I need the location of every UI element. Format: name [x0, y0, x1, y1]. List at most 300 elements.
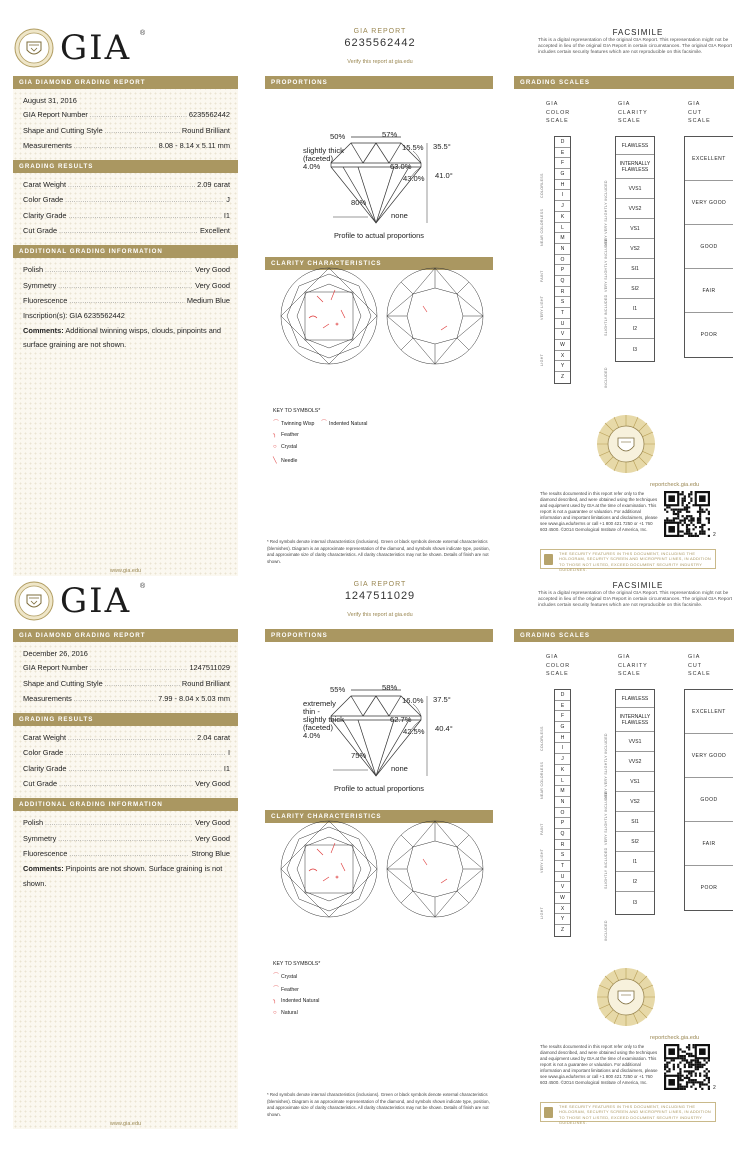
facsimile-notice — [538, 581, 738, 610]
grading-scales-panel — [514, 76, 734, 576]
clarity-group-label: SLIGHTLY INCLUDED — [604, 294, 608, 336]
field-value: Round Brilliant — [181, 678, 230, 688]
color-grade-cell: T — [555, 308, 570, 319]
facsimile-notice — [538, 28, 738, 57]
grading-report-panel — [13, 629, 238, 1129]
field-label: Color Grade — [23, 195, 64, 205]
field-value: 1247511029 — [189, 663, 230, 673]
field-row — [23, 692, 230, 707]
clarity-grade-cell: SI2 — [616, 832, 654, 852]
report-date: August 31, 2016 — [23, 96, 77, 105]
field-label: Carat Weight — [23, 733, 66, 743]
cut-grade-cell: FAIR — [685, 269, 733, 313]
field-value: 7.99 - 8.04 x 5.03 mm — [158, 693, 230, 703]
lower-half-length: 75% — [351, 751, 367, 760]
crown-height: 16.0% — [402, 696, 424, 705]
clarity-group-label: VERY VERY SLIGHTLY INCLUDED — [604, 180, 608, 246]
clarity-group-label: VERY SLIGHTLY INCLUDED — [604, 791, 608, 845]
pavilion-angle: 40.4° — [435, 724, 453, 733]
key-item — [273, 431, 299, 438]
proportions-diagram — [265, 89, 493, 257]
gia-logo — [14, 575, 244, 635]
logo-text: GIA — [60, 581, 132, 621]
color-grade-cell: I — [555, 743, 570, 754]
key-item — [321, 418, 367, 427]
color-scale-heading: GIA COLOR SCALE — [546, 654, 571, 677]
field-row — [23, 746, 230, 761]
color-grade-cell: Y — [555, 361, 570, 372]
clarity-grade-cell: I3 — [632, 900, 638, 906]
field-row — [23, 816, 230, 831]
clarity-group-label: VERY VERY SLIGHTLY INCLUDED — [604, 733, 608, 799]
color-grade-cell: E — [555, 148, 570, 159]
leader-dots — [45, 816, 193, 831]
field-value: Very Good — [195, 280, 230, 290]
clarity-grade-cell: FLAWLESS — [616, 690, 654, 708]
qr-code-icon[interactable] — [664, 491, 710, 537]
field-value: 8.08 - 8.14 x 5.11 mm — [158, 140, 230, 150]
cut-scale — [684, 689, 733, 911]
pavilion-depth: 42.5% — [403, 727, 425, 736]
field-value: I1 — [223, 210, 230, 220]
facsimile-title: FACSIMILE — [612, 28, 664, 37]
section-title: GRADING RESULTS — [13, 160, 238, 173]
legal-disclaimer: The results documented in this report refer only to the diamond described, and were obtained using the techniques and equipment used by GIA at the time of examination. This report is not a guarantee or valuation. For additional information and important limitations and disclaimers, please see www.gia.edu/terms or call +1 800 421 7250 or +1 760 603 4500. ©2014 Gemological Institute of America, Inc. — [540, 491, 658, 532]
color-grade-cell: K — [555, 212, 570, 223]
report-label: GIA REPORT — [353, 28, 407, 35]
color-group-label: NEAR COLORLESS — [540, 208, 544, 246]
field-row — [23, 731, 230, 746]
qr-code-icon[interactable] — [664, 1044, 710, 1090]
lower-half-length: 80% — [351, 198, 367, 207]
security-notice — [540, 549, 716, 572]
field-row — [23, 832, 230, 847]
cut-grade-cell: EXCELLENT — [685, 137, 733, 181]
field-label: Cut Grade — [23, 226, 58, 236]
field-label: Color Grade — [23, 748, 64, 758]
color-grade-cell: U — [555, 319, 570, 330]
clarity-grade-cell: I2 — [616, 319, 654, 339]
clarity-scale — [615, 689, 655, 915]
color-grade-cell: D — [555, 690, 570, 701]
clarity-grade-cell: VVS2 — [616, 199, 654, 219]
field-value: Very Good — [195, 818, 230, 828]
clarity-grade-cell: VVS2 — [616, 752, 654, 772]
field-row — [23, 661, 230, 676]
field-row — [23, 762, 230, 777]
color-grade-cell: F — [555, 158, 570, 169]
field-row — [23, 108, 230, 123]
gia-seal-icon — [14, 28, 54, 68]
crown-height: 15.5% — [402, 143, 424, 152]
symbol-icon: ○ — [273, 1010, 277, 1016]
clarity-grade-cell: VVS1 — [616, 732, 654, 752]
symbol-icon: ⌒ — [273, 421, 280, 427]
color-grade-cell: X — [555, 351, 570, 362]
color-grade-cell: K — [555, 765, 570, 776]
logo-registered-mark: ® — [140, 30, 146, 37]
clarity-scale-heading: GIA CLARITY SCALE — [618, 654, 648, 677]
color-grade-cell: L — [555, 776, 570, 787]
leader-dots — [68, 178, 195, 193]
report-label: GIA REPORT — [353, 581, 407, 588]
clarity-grade-cell: I1 — [616, 852, 654, 872]
clarity-group-label: SLIGHTLY INCLUDED — [604, 847, 608, 889]
field-row — [23, 124, 230, 139]
field-label: Polish — [23, 265, 44, 275]
verify-link[interactable]: Verify this report at gia.edu — [347, 612, 413, 618]
field-row — [23, 139, 230, 154]
field-row — [23, 294, 230, 309]
cut-grade-cell: GOOD — [685, 778, 733, 822]
cut-grade-cell: FAIR — [685, 822, 733, 866]
leader-dots — [68, 731, 195, 746]
pavilion-angle: 41.0° — [435, 171, 453, 180]
color-group-label: FAINT — [540, 270, 544, 282]
leader-dots — [74, 139, 157, 154]
clarity-plot-diagram — [279, 266, 487, 366]
color-group-label: VERY LIGHT — [540, 848, 544, 873]
color-grade-cell: E — [555, 701, 570, 712]
color-grade-cell: Z — [560, 927, 565, 934]
color-grade-cell: G — [555, 169, 570, 180]
field-label: GIA Report Number — [23, 663, 88, 673]
cut-scale-heading: GIA CUT SCALE — [688, 101, 711, 124]
field-value: 6235562442 — [188, 110, 230, 120]
grading-report-panel — [13, 76, 238, 576]
key-item — [273, 984, 299, 993]
color-scale — [554, 136, 571, 384]
table-percentage: 57% — [382, 130, 398, 139]
field-value: Excellent — [200, 226, 230, 236]
field-value: I — [227, 748, 230, 758]
section-title: GIA DIAMOND GRADING REPORT — [13, 76, 238, 89]
key-item — [273, 997, 319, 1004]
leader-dots — [90, 661, 188, 676]
color-scale — [554, 689, 571, 937]
grading-scales-panel — [514, 629, 734, 1129]
security-text: THE SECURITY FEATURES IN THIS DOCUMENT, INCLUDING THE HOLOGRAM, SECURITY SCREEN AND MICROPRINT LINES, IN ADDITION TO THOSE NOT LISTED, EXCEED DOCUMENT SECURITY INDUSTRY GUIDELINES. — [559, 551, 712, 572]
crown-angle: 35.5° — [433, 142, 451, 151]
field-row — [23, 777, 230, 792]
color-group-label: VERY LIGHT — [540, 295, 544, 320]
cut-grade-cell: VERY GOOD — [685, 181, 733, 225]
leader-dots — [69, 762, 222, 777]
lock-icon — [544, 554, 553, 565]
color-grade-cell: I — [555, 190, 570, 201]
field-row — [23, 279, 230, 294]
field-label: Shape and Cutting Style — [23, 678, 103, 688]
symbol-icon: ╮ — [273, 998, 277, 1004]
section-title: CLARITY CHARACTERISTICS — [265, 810, 493, 823]
color-grade-cell: J — [555, 754, 570, 765]
report-header — [300, 28, 460, 65]
color-grade-cell: M — [555, 233, 570, 244]
field-value: Very Good — [195, 833, 230, 843]
leader-dots — [65, 746, 226, 761]
cut-grade-cell: POOR — [700, 332, 718, 338]
report-number: 1247511029 — [344, 590, 416, 602]
report-date: December 26, 2016 — [23, 649, 88, 658]
section-title: GRADING SCALES — [514, 629, 734, 642]
color-grade-cell: N — [555, 797, 570, 808]
clarity-grade-cell: INTERNALLY FLAWLESS — [616, 708, 654, 732]
leader-dots — [74, 692, 156, 707]
grading-report — [0, 14, 750, 574]
color-grade-cell: P — [555, 818, 570, 829]
field-label: GIA Report Number — [23, 110, 88, 120]
color-scale-heading: GIA COLOR SCALE — [546, 101, 571, 124]
color-group-label: NEAR COLORLESS — [540, 761, 544, 799]
facsimile-text: This is a digital representation of the original GIA Report. This representation might not be accepted in lieu of the original GIA Report in certain circumstances. The original GIA Report includes certain security features which are not reproducible on this facsimile. — [538, 591, 733, 609]
cut-grade-cell: VERY GOOD — [685, 734, 733, 778]
section-title: ADDITIONAL GRADING INFORMATION — [13, 798, 238, 811]
clarity-grade-cell: VS1 — [616, 219, 654, 239]
key-label: Crystal — [281, 974, 298, 980]
leader-dots — [59, 777, 193, 792]
key-title: KEY TO SYMBOLS* — [273, 961, 321, 967]
field-label: Fluorescence — [23, 848, 68, 858]
field-row — [23, 193, 230, 208]
color-grade-cell: N — [555, 244, 570, 255]
reportcheck-link[interactable]: reportcheck.gia.edu — [650, 1035, 700, 1041]
leader-dots — [69, 294, 184, 309]
field-label: Measurements — [23, 140, 72, 150]
comments-text: Additional twinning wisps, clouds, pinpoints and surface graining are not shown. — [23, 325, 222, 349]
color-group-label: FAINT — [540, 823, 544, 835]
clarity-grade-cell: FLAWLESS — [616, 137, 654, 155]
key-item — [273, 418, 314, 427]
cut-scale — [684, 136, 733, 358]
clarity-grade-cell: VVS1 — [616, 179, 654, 199]
color-grade-cell: T — [555, 861, 570, 872]
website-link[interactable]: www.gia.edu — [109, 1121, 142, 1127]
girdle-text: extremely thin - slightly thick (faceted) — [303, 699, 344, 732]
key-item — [273, 971, 297, 980]
clarity-group-label: INCLUDED — [604, 367, 608, 388]
reportcheck-link[interactable]: reportcheck.gia.edu — [650, 482, 700, 488]
field-label: Clarity Grade — [23, 210, 67, 220]
color-grade-cell: L — [555, 223, 570, 234]
symbol-icon: ⌒ — [321, 421, 328, 427]
proportions-panel — [265, 76, 493, 576]
key-label: Feather — [281, 432, 299, 438]
field-label: Symmetry — [23, 280, 57, 290]
leader-dots — [58, 832, 193, 847]
section-title: GRADING SCALES — [514, 76, 734, 89]
clarity-grade-cell: I1 — [616, 299, 654, 319]
leader-dots — [105, 124, 180, 139]
color-grade-cell: O — [555, 255, 570, 266]
field-value: Medium Blue — [186, 295, 230, 305]
color-grade-cell: H — [555, 180, 570, 191]
key-item — [273, 457, 297, 464]
color-grade-cell: J — [555, 201, 570, 212]
report-number: 6235562442 — [344, 37, 416, 49]
clarity-grade-cell: SI2 — [616, 279, 654, 299]
website-link[interactable]: www.gia.edu — [109, 568, 142, 574]
field-label: Measurements — [23, 693, 72, 703]
cut-grade-cell: GOOD — [685, 225, 733, 269]
color-grade-cell: O — [555, 808, 570, 819]
field-label: Cut Grade — [23, 779, 58, 789]
key-label: Indented Natural — [281, 998, 320, 1004]
pavilion-depth: 43.0% — [403, 174, 425, 183]
gia-gold-seal-icon — [596, 967, 656, 1027]
color-grade-cell: M — [555, 786, 570, 797]
facsimile-text: This is a digital representation of the original GIA Report. This representation might not be accepted in lieu of the original GIA Report in certain circumstances. The original GIA Report includes certain security features which are not reproducible on this facsimile. — [538, 38, 733, 56]
comments-text: Pinpoints are not shown. Surface graining is not shown. — [23, 864, 223, 888]
grading-report — [0, 567, 750, 1127]
key-label: Feather — [281, 987, 299, 993]
proportions-panel — [265, 629, 493, 1129]
color-group-label: LIGHT — [540, 906, 544, 919]
section-title: PROPORTIONS — [265, 629, 493, 642]
clarity-grade-cell: VS2 — [616, 239, 654, 259]
girdle-description — [303, 700, 345, 740]
color-grade-cell: Q — [555, 829, 570, 840]
clarity-footnote: * Red symbols denote internal characteristics (inclusions). Green or black symbols denote external characteristics (blemishes). Diagram is an approximate representation of the diamond, and symbols shown indicate type, position, and approximate size of clarity characteristics. All clarity characteristics may not be shown. Details of finish are not shown. — [267, 539, 490, 564]
leader-dots — [58, 279, 193, 294]
color-group-label: COLORLESS — [540, 726, 544, 751]
color-grade-cell: S — [555, 850, 570, 861]
color-group-label: COLORLESS — [540, 173, 544, 198]
profile-caption: Profile to actual proportions — [334, 231, 424, 240]
field-value: Very Good — [195, 779, 230, 789]
clarity-grade-cell: SI1 — [616, 259, 654, 279]
security-text: THE SECURITY FEATURES IN THIS DOCUMENT, INCLUDING THE HOLOGRAM, SECURITY SCREEN AND MICROPRINT LINES, IN ADDITION TO THOSE NOT LISTED, EXCEED DOCUMENT SECURITY INDUSTRY GUIDELINES. — [559, 1104, 712, 1125]
symbol-icon: ○ — [273, 444, 277, 450]
color-grade-cell: P — [555, 265, 570, 276]
star-length: 55% — [330, 685, 346, 694]
comments — [23, 324, 230, 353]
gia-logo — [14, 22, 244, 82]
clarity-grade-cell: VS2 — [616, 792, 654, 812]
inscription: Inscription(s): GIA 6235562442 — [23, 311, 125, 321]
leader-dots — [45, 263, 193, 278]
comments-label: Comments: — [23, 325, 64, 335]
field-row — [23, 209, 230, 224]
section-title: GRADING RESULTS — [13, 713, 238, 726]
symbol-icon: ╲ — [273, 458, 277, 464]
cut-grade-cell: EXCELLENT — [685, 690, 733, 734]
color-grade-cell: Y — [555, 914, 570, 925]
field-row — [23, 847, 230, 862]
key-item — [273, 444, 297, 450]
symbol-icon: ⌒ — [273, 987, 280, 993]
total-depth: 63.0% — [390, 162, 412, 171]
clarity-grade-cell: I3 — [632, 347, 638, 353]
leader-dots — [69, 209, 222, 224]
girdle-percentage: 4.0% — [303, 162, 321, 171]
key-label: Indented Natural — [329, 421, 368, 427]
clarity-plot-diagram — [279, 819, 487, 919]
lock-icon — [544, 1107, 553, 1118]
cut-scale-heading: GIA CUT SCALE — [688, 654, 711, 677]
clarity-grade-cell: I2 — [616, 872, 654, 892]
comments-label: Comments: — [23, 864, 64, 874]
section-title: ADDITIONAL GRADING INFORMATION — [13, 245, 238, 258]
key-item — [273, 1010, 298, 1016]
color-grade-cell: U — [555, 872, 570, 883]
color-group-label: LIGHT — [540, 353, 544, 366]
color-grade-cell: D — [555, 137, 570, 148]
color-grade-cell: V — [555, 329, 570, 340]
color-grade-cell: G — [555, 722, 570, 733]
symbol-icon: ╮ — [273, 432, 277, 438]
culet-size: none — [391, 211, 408, 220]
field-value: Very Good — [195, 265, 230, 275]
color-grade-cell: S — [555, 297, 570, 308]
clarity-grade-cell: INTERNALLY FLAWLESS — [616, 155, 654, 179]
color-grade-cell: H — [555, 733, 570, 744]
field-value: J — [226, 195, 230, 205]
color-grade-cell: W — [555, 893, 570, 904]
girdle-text: slightly thick (faceted) — [303, 146, 344, 163]
color-grade-cell: Q — [555, 276, 570, 287]
girdle-description — [303, 147, 345, 171]
color-grade-cell: Z — [560, 374, 565, 381]
color-grade-cell: W — [555, 340, 570, 351]
color-grade-cell: R — [555, 840, 570, 851]
key-label: Twinning Wisp — [281, 421, 315, 427]
clarity-group-label: VERY SLIGHTLY INCLUDED — [604, 238, 608, 292]
proportions-diagram — [265, 642, 493, 810]
qr-number: 2 — [713, 1085, 716, 1091]
key-label: Crystal — [281, 444, 298, 450]
leader-dots — [65, 193, 224, 208]
color-grade-cell: F — [555, 711, 570, 722]
field-row — [23, 224, 230, 239]
comments — [23, 862, 230, 891]
field-row — [23, 263, 230, 278]
leader-dots — [59, 224, 198, 239]
profile-caption: Profile to actual proportions — [334, 784, 424, 793]
clarity-scale — [615, 136, 655, 362]
report-header — [300, 581, 460, 618]
field-value: I1 — [223, 763, 230, 773]
clarity-scale-heading: GIA CLARITY SCALE — [618, 101, 648, 124]
clarity-group-label: INCLUDED — [604, 920, 608, 941]
legal-disclaimer: The results documented in this report refer only to the diamond described, and were obtained using the techniques and equipment used by GIA at the time of examination. This report is not a guarantee or valuation. For additional information and important limitations and disclaimers, please see www.gia.edu/terms or call +1 800 421 7250 or +1 760 603 4500. ©2014 Gemological Institute of America, Inc. — [540, 1044, 658, 1085]
leader-dots — [90, 108, 187, 123]
field-value: 2.04 carat — [197, 733, 230, 743]
color-grade-cell: R — [555, 287, 570, 298]
section-title: PROPORTIONS — [265, 76, 493, 89]
security-notice — [540, 1102, 716, 1125]
facsimile-title: FACSIMILE — [612, 581, 664, 590]
field-row — [23, 677, 230, 692]
leader-dots — [105, 677, 180, 692]
field-value: Strong Blue — [191, 848, 230, 858]
field-label: Polish — [23, 818, 44, 828]
girdle-percentage: 4.0% — [303, 731, 321, 740]
table-percentage: 58% — [382, 683, 398, 692]
field-label: Carat Weight — [23, 180, 66, 190]
star-length: 50% — [330, 132, 346, 141]
logo-text: GIA — [60, 28, 132, 68]
verify-link[interactable]: Verify this report at gia.edu — [347, 59, 413, 65]
section-title: GIA DIAMOND GRADING REPORT — [13, 629, 238, 642]
key-label: Needle — [281, 458, 298, 464]
clarity-grade-cell: SI1 — [616, 812, 654, 832]
logo-registered-mark: ® — [140, 583, 146, 590]
field-value: Round Brilliant — [181, 125, 230, 135]
culet-size: none — [391, 764, 408, 773]
color-grade-cell: V — [555, 882, 570, 893]
leader-dots — [69, 847, 189, 862]
color-grade-cell: X — [555, 904, 570, 915]
